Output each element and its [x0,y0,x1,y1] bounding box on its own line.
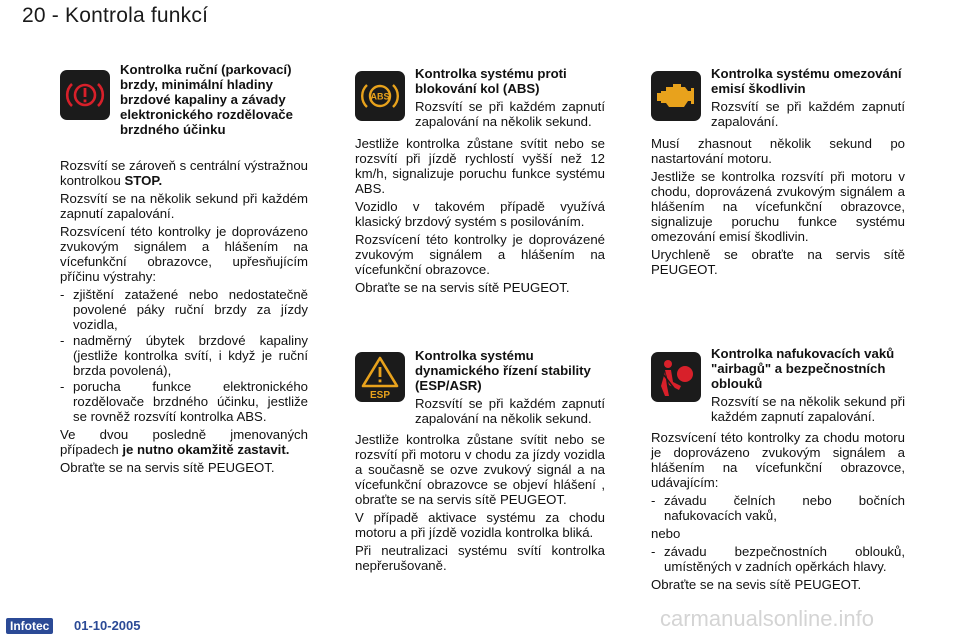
svg-text:ABS: ABS [370,91,390,102]
engine-icon [651,71,701,121]
list-item: - porucha funkce elektronického rozdělovače brzdného účinku, jestliže se rovněž rozsvítí kontrolka ABS. [60,379,308,424]
svg-text:ESP: ESP [369,390,391,401]
parking-brake-p3: Rozsvícení této kontrolky je doprovázeno zvukovým signálem a hlášením na vícefunkční obrazovce, upřesňujícím příčinu výstrahy: [60,224,308,284]
parking-brake-p4: Ve dvou posledně jmenovaných případech je nutno okamžitě zastavit. [60,427,308,457]
list-item: - závadu bezpečnostních oblouků, umístěných v zadních opěrkách hlavy. [651,544,905,574]
airbag-icon [651,352,701,402]
brake-warning-icon [60,70,110,120]
abs-icon [355,71,405,121]
infotec-logo: Infotec [6,618,53,634]
abs-p3: Rozsvícení této kontrolky je doprovázené zvukovým signálem a hlášením na vícefunkční obrazovce. [355,232,605,277]
esp-intro: Rozsvítí se při každém zapnutí zapalování na několik sekund. [415,396,605,426]
parking-brake-title: Kontrolka ruční (parkovací) brzdy, minimální hladiny brzdové kapaliny a závady elektronického rozdělovače brzdného účinku [120,62,293,137]
esp-p3: Při neutralizaci systému svítí kontrolka nepřerušovaně. [355,543,605,573]
abs-p2: Vozidlo v takovém případě využívá klasický brzdový systém s posilováním. [355,199,605,229]
list-item: - zjištění zatažené nebo nedostatečně povolené páky ruční brzdy za jízdy vozidla, [60,287,308,332]
esp-header [355,348,605,432]
airbag-title: Kontrolka nafukovacích vaků "airbagů" a bezpečnostních oblouků [711,346,895,391]
emissions-p1: Musí zhasnout několik sekund po nastartování motoru. [651,136,905,166]
list-item: - závadu čelních nebo bočních nafukovacích vaků, [651,493,905,523]
airbag-p1: Rozsvícení této kontrolky za chodu motoru je doprovázeno zvukovým signálem a hlášením na vícefunkční obrazovce, udávajícím: [651,430,905,490]
list-item: - nadměrný úbytek brzdové kapaliny (jestliže kontrolka svítí, i když je ruční brzda povolená), [60,333,308,378]
emissions-p2: Jestliže se kontrolka rozsvítí při motoru v chodu, doprovázená zvukovým signálem a hlášením na vícefunkční obrazovce, signalizuje poruchu funkce systému omezování emisí škodlivin. [651,169,905,244]
abs-header [355,66,605,136]
column-emissions [651,66,905,280]
esp-p2: V případě aktivace systému za chodu motoru a při jízdě vozidla kontrolka bliká. [355,510,605,540]
esp-icon [355,352,405,402]
airbag-or: nebo [651,526,681,541]
column-parking-brake [60,62,308,478]
parking-brake-p2: Rozsvítí se na několik sekund při každém zapnutí zapalování. [60,191,308,221]
abs-title: Kontrolka systému proti blokování kol (ABS) [415,66,567,96]
airbag-list-2 [651,544,905,574]
abs-p4: Obraťte se na servis sítě PEUGEOT. [355,280,570,295]
airbag-p2: Obraťte se na sevis sítě PEUGEOT. [651,577,862,592]
airbag-intro: Rozsvítí se na několik sekund při každém zapnutí zapalování. [711,394,905,424]
parking-brake-p5: Obraťte se na servis sítě PEUGEOT. [60,460,275,475]
column-abs-esp [355,66,605,298]
parking-brake-header [60,62,308,158]
abs-p1: Jestliže kontrolka zůstane svítit nebo se rozsvítí při jízdě rychlostí vyšší než 12 km/h, signalizuje poruchu funkce systému ABS. [355,136,605,196]
esp-title: Kontrolka systému dynamického řízení stability (ESP/ASR) [415,348,591,393]
column-esp [355,348,605,576]
esp-p1: Jestliže kontrolka zůstane svítit nebo se rozsvítí při motoru v chodu za jízdy vozidla a současně se ozve zvukový signál a na vícefunkční obrazovce se objeví hlášení , obraťte se na servis sítě PEUGEOT. [355,432,605,507]
parking-brake-p1: Rozsvítí se zároveň s centrální výstražnou kontrolkou STOP. [60,158,308,188]
emissions-p3: Urychleně se obraťte na servis sítě PEUGEOT. [651,247,905,277]
abs-intro: Rozsvítí se při každém zapnutí zapalování na několik sekund. [415,99,605,129]
airbag-list-1 [651,493,905,523]
emissions-intro: Rozsvítí se při každém zapnutí zapalování. [711,99,905,129]
parking-brake-list [60,287,308,424]
watermark: carmanualsonline.info [660,606,875,631]
page-title: 20 - Kontrola funkcí [22,4,209,27]
footer-date: 01-10-2005 [74,618,141,633]
column-airbag [651,346,905,595]
emissions-title: Kontrolka systému omezování emisí škodlivin [711,66,902,96]
airbag-header [651,346,905,430]
emissions-header [651,66,905,136]
